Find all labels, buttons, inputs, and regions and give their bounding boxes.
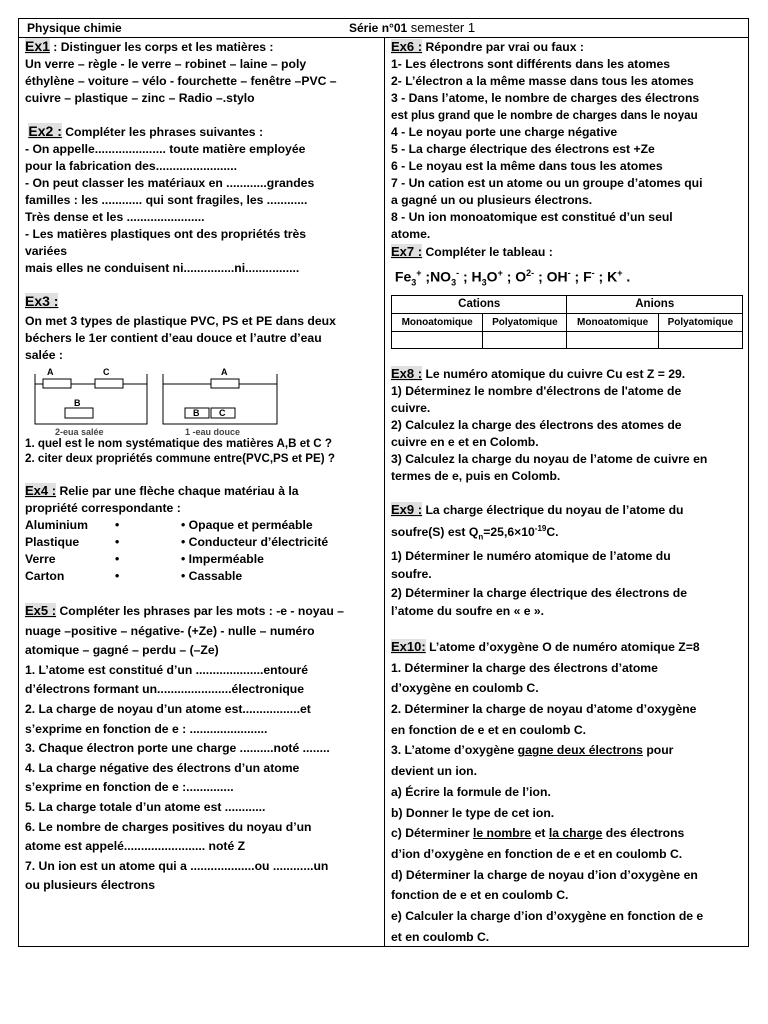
label-c-fresh: C [219,408,226,418]
match-row: Verre • • Imperméable [25,552,264,566]
exercise-5: Ex5 : Compléter les phrases par les mots : -e - noyau – nuage –positive – négative- (+Ze) - nulle – numéro atomique – gagné – perdu – (–Ze) 1. L’atome est constitué d’un ....................entouré d’électrons formant un......................électronique 2. La charge de noyau d’un atome est.................et s’exprime en fonction de e : ....................... 3. Chaque électron porte une charge ..........noté ........ 4. La charge négative des électrons d’un atome s’exprime en fonction de e :.............. 5. La charge totale d’un atome est ............ 6. Le nombre de charges positives du noyau d’un atome est appelé........................ noté Z 7. Un ion est un atome qui a ...................ou ............un ou plusieurs électrons [25,603,344,893]
ex6-tag: Ex6 : [391,39,423,54]
ex8-tag: Ex8 : [391,366,423,382]
ex10-tag: Ex10: [391,638,426,654]
subject-title: Physique chimie [27,21,122,35]
exercise-8: Ex8 : Le numéro atomique du cuivre Cu est Z = 29. 1) Déterminez le nombre d'électrons de l'atome de cuivre. 2) Calculez la charge des électrons des atomes de cuivre en e et en Colomb. 3) Calculez la charge du noyau de l’atome de cuivre en termes de e, puis en Colomb. [391,366,708,484]
sample-c-salt [95,379,123,388]
exercise-9: Ex9 : La charge électrique du noyau de l’atome du soufre(S) est $Q_n=25,6\times 10^{-19}C$. 1) Déterminer le numéro atomique de l’atome du soufre. 2) Déterminer la charge électrique des électrons de l’atome du soufre en « e ». [391,501,745,621]
beaker-label-fresh: 1 -eau douce [185,427,241,436]
cations-header: Cations [392,296,567,314]
exercise-7: Ex7 : Compléter le tableau : $Fe_3^+$ $;NO_3^-$ ; $H_3O^+$ ; $O^{2-}$ ; OH- ; F- ; K+ . Cations Anions Monoatomique Polyatomique Monoatomique Polyatomique [391,243,745,349]
anions-header: Anions [567,296,743,314]
exercise-1: Ex1 : Distinguer les corps et les matières : Un verre – règle - le verre – robinet – laine – poly éthylène – voiture – vélo - fourchette – fenêtre –PVC – cuivre – plastique – zinc – Radio –.stylo [25,38,337,105]
ex3-tag: Ex3 : [25,293,59,309]
ex4-tag: Ex4 : [25,483,57,498]
exercise-3: Ex3 : On met 3 types de plastique PVC, PS et PE dans deux béchers le 1er contient d’eau douce et l’autre d’eau salée : A C B 2-eua salée A B C 1 -eau douce 1. quel est le nom systématique des matières A,B et C ? 2. citer deux propriétés commune entre(PVC,PS et PE) ? [25,293,380,466]
sample-a-fresh [211,379,239,388]
ex9-tag: Ex9 : [391,502,423,518]
header-bar [18,18,749,38]
table-cell-empty[interactable] [658,332,742,349]
ion-list: $Fe_3^+$ $;NO_3^-$ ; $H_3O^+$ ; $O^{2-}$ ; OH- ; F- ; K+ . [394,268,631,288]
match-row: Plastique • • Conducteur d’électricité [25,535,329,549]
sample-a-salt [43,379,71,388]
table-cell-empty[interactable] [483,332,567,349]
exercise-4: Ex4 : Relie par une flèche chaque matériau à la propriété correspondante : Aluminium • • Opaque et perméable Plastique • • Conducteur d’électricité Verre • • Imperméable Carton • • Cassable [25,482,380,585]
label-b-salt: B [74,398,81,408]
label-a-fresh: A [221,367,228,377]
ex1-tag: Ex1 [25,38,50,54]
exercise-2: Ex2 : Compléter les phrases suivantes : - On appelle..................... toute matière employée pour la fabrication des........................ - On peut classer les matériaux en ............grandes familles : les ............ qui sont fragiles, les ............ Très dense et les ....................... - Les matières plastiques ont des propriétés très variées mais elles ne conduisent ni...............ni................ [25,123,315,275]
table-cell-empty[interactable] [567,332,658,349]
match-row: Carton • • Cassable [25,569,243,583]
ex5-tag: Ex5 : [25,603,57,618]
column-divider [384,37,385,947]
label-a-salt: A [47,367,54,377]
table-cell-empty[interactable] [392,332,483,349]
right-column [391,38,745,948]
label-b-fresh: B [193,408,200,418]
beaker-label-salt: 2-eua salée [55,427,104,436]
left-column [25,38,380,896]
label-c-salt: C [103,367,110,377]
series-title: Série n°01 semester 1 [349,20,476,35]
sulfur-charge: soufre(S) est $Q_n=25,6\times 10^{-19}C$. [391,523,559,542]
exercise-10: Ex10: L’atome d’oxygène O de numéro atomique Z=8 1. Déterminer la charge des électrons d’atome d’oxygène en coulomb C. 2. Déterminer la charge de noyau d’atome d’oxygène en fonction de e et en coulomb C. 3. L’atome d’oxygène gagne deux électrons pour devient un ion. a) Écrire la formule de l’ion. b) Donner le type de cet ion. c) Déterminer le nombre et la charge des électrons d’ion d’oxygène en fonction de e et en coulomb C. d) Déterminer la charge de noyau d’ion d’oxygène en fonction de e et en coulomb C. e) Calculer la charge d’ion d’oxygène en fonction de e et en coulomb C. [391,638,704,944]
ions-table: Cations Anions Monoatomique Polyatomique Monoatomique Polyatomique [391,295,743,349]
sample-b-salt [65,408,93,418]
beakers-diagram [25,366,365,436]
exercise-6: Ex6 : Répondre par vrai ou faux : 1- Les électrons sont différents dans les atomes 2- L’électron a la même masse dans tous les atomes 3 - Dans l’atome, le nombre de charges des électrons est plus grand que le nombre de charges dans le noyau 4 - Le noyau porte une charge négative 5 - La charge électrique des électrons est +Ze 6 - Le noyau est la même dans tous les atomes 7 - Un cation est un atome ou un groupe d’atomes qui a gagné un ou plusieurs électrons. 8 - Un ion monoatomique est constitué d’un seul atome. [391,39,703,241]
ex7-tag: Ex7 : [391,244,423,259]
match-row: Aluminium • • Opaque et perméable [25,518,313,532]
ex2-tag: Ex2 : [28,123,62,139]
